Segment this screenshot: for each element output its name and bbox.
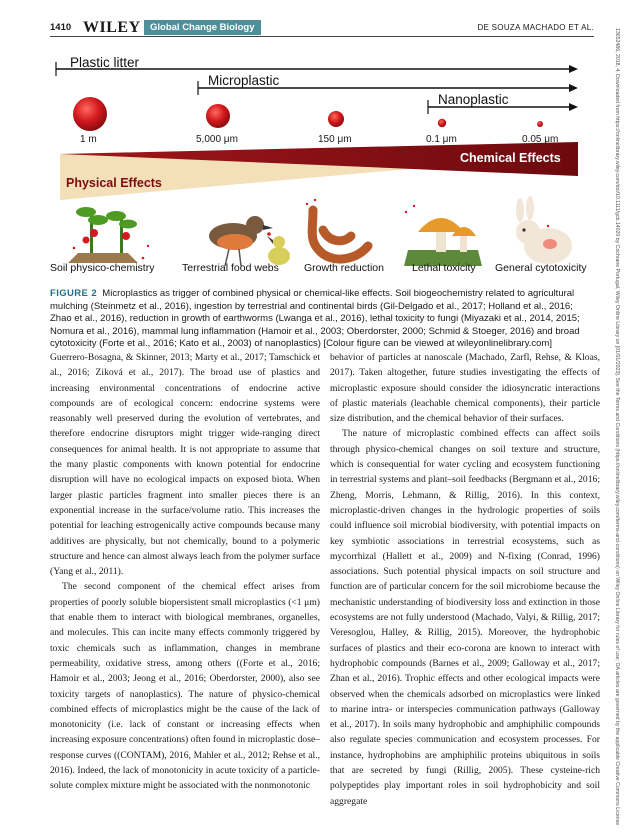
page-number: 1410: [50, 22, 72, 33]
figure-graphic: [48, 50, 596, 280]
body-column-right: [330, 350, 600, 809]
body-column-left: [50, 350, 320, 794]
label-chemical-effects: Chemical Effects: [460, 151, 561, 165]
earthworm-icon: [306, 199, 368, 259]
category-cytotoxicity: General cytotoxicity: [495, 262, 587, 274]
paragraph: Guerrero-Bosagna, & Skinner, 2013; Marty et al., 2017; Tamschick et al., 2016; Ziková et al., 2017). The broad use of plastics and increasing environmental concentrations of endocrine active compounds are of ecological concern: endocrine systems were reasonably well preserved during the evolution of vertebrates, and therefore endocrine disruptors might trigger wide-ranging direct consequences for animal health. It is not appropriate to assume that the many plastic components with known potential for endocrine disruption will have no ecological impacts on exposed biota. When larger plastic particles fragment into smaller pieces there is an exponential increase in the surface/volume ratio. This increases the potential for leaching estrogenically active compounds because many additives are physically, but not chemically, bound to a polymeric structure and hence can almost always leach from the polymer surface (Yang et al., 2011).: [50, 352, 320, 578]
label-nanoplastic: Nanoplastic: [438, 92, 509, 107]
caption-label: FIGURE 2: [50, 288, 98, 299]
size-label-0-1um: 0.1 μm: [426, 134, 457, 145]
fungi-icon: [404, 205, 482, 266]
size-label-150um: 150 μm: [318, 134, 352, 145]
paragraph: behavior of particles at nanoscale (Machado, Zarfl, Rehse, & Kloas, 2017). Taken altogether, future studies investigating the effects of microplastic exposure should consider the idiosyncratic interactions of plastic materials (leachable chemical components), their particle size distribution, and the chemical behavior of their surfaces.: [330, 352, 600, 425]
size-label-1m: 1 m: [80, 134, 97, 145]
particle-0-1um: [438, 119, 446, 127]
rabbit-icon: [516, 196, 572, 264]
label-microplastic: Microplastic: [208, 73, 280, 88]
particle-150um: [328, 111, 344, 127]
particle-1m: [73, 97, 107, 131]
header-rule: [50, 36, 594, 37]
particle-0-05um: [537, 121, 543, 127]
figure-2: [48, 50, 596, 280]
plant-icon: [68, 207, 149, 263]
caption-text: Microplastics as trigger of combined physical or chemical-like effects. Soil biogeochemistry related to agricultural mulching (Steinmetz et al., 2016), ingestion by terrestrial and continental birds (Gil-Delgado et al., 2017; Holland et al., 2016; Zhao et al., 2016), reduction in growth of earthworms (Lwanga et al., 2016), lethal toxicity to fungi (Miyazaki et al., 2014, 2015; Nomura et al., 2016), mammal lung inflammation (Hamoir et al., 2003; Oberdorster, 2000; Schmid & Stoeger, 2016) and broad cytotoxicity (Forte et al., 2016; Kato et al., 2003) of nanoplastics) [Colour figure can be viewed at wileyonlinelibrary.com]: [50, 288, 580, 350]
category-soil: Soil physico-chemistry: [50, 262, 155, 274]
category-food-webs: Terrestrial food webs: [182, 262, 279, 274]
particle-5000um: [206, 104, 230, 128]
figure-caption: [50, 288, 594, 351]
running-authors: DE SOUZA MACHADO ET AL.: [477, 23, 594, 32]
journal-badge: Global Change Biology: [144, 20, 261, 35]
category-lethal: Lethal toxicity: [412, 262, 476, 274]
size-label-0-05um: 0.05 μm: [522, 134, 559, 145]
publisher-logo: WILEY: [83, 19, 141, 36]
category-growth: Growth reduction: [304, 262, 384, 274]
download-notice: 13652486, 2018, 4, Downloaded from https://onlinelibrary.wiley.com/doi/10.1111/gcb.14020 by Cochrane Portugal, Wiley Online Library on [01/01/2023]. See the Terms and Conditions (https://onlinelibrary.wiley.com/terms-and-conditions) on Wiley Online Library for rules of use; OA articles are governed by the applicable Creative Commons License: [614, 28, 620, 826]
size-label-5000um: 5,000 μm: [196, 134, 238, 145]
label-plastic-litter: Plastic litter: [70, 55, 140, 70]
label-physical-effects: Physical Effects: [66, 176, 162, 190]
paragraph: The second component of the chemical effect arises from properties of poorly soluble biopersistent small microplastics (<1 μm) that enable them to interact with biological membranes, organelles, and molecules. This can incite many effects commonly triggered by toxic chemicals such as inflammation, changes in membrane permeability, oxidative stress, among others ((Forte et al., 2016; Hamoir et al., 2003; Jeong et al., 2016; Oberdorster, 2000), also see toxicity targets of nanoplastics). The nature of physico-chemical combined effects of microplastics might be the cause of the lack of monotonicity (i.e. lack of constant or increasing effects when increasing exposure concentrations) often found in microplastic dose–response curves ((CONTAM), 2016, Mahler et al., 2012; Rehse et al., 2016). Indeed, the lack of monotonicity in acute toxicity of a particle-solute complex mixture might be associated with the nonmonotonic: [50, 581, 320, 792]
bird-icon: [209, 216, 290, 266]
paragraph: The nature of microplastic combined effects can affect soils through physico-chemical changes on soil texture and structure, which is consequential for water cycling and ecosystem functioning in terrestrial systems and plant–soil feedbacks (Bergmann et al., 2016; Zheng, Morris, Lehmann, & Rillig, 2016). In this context, microplastic-driven changes in the hydrologic properties of soils could influence soil microbial biodiversity, with potential impacts on key symbiotic associations in terrestrial ecosystems, such as mycorrhizal (Hallett et al., 2009) and N-fixing (Conrad, 1996) associations. Such potential physical impacts on soil structure and function are of particular concern for the soil microbiome because the mechanistic understanding of biodiversity loss and extinction in those ecosystems are not fully understood (Machado, Valyi, & Rillig, 2017; Veresoglou, Halley, & Rillig, 2015). Moreover, the hydrophobic surfaces of plastics and their eco-corona are known to interact with hydrophobic compounds (Barnes et al., 2009; Galloway et al., 2017; Zhan et al., 2016). Trophic effects and other ecological impacts were observed when the chemicals adsorbed on microplastics were linked to marine intra- or interspecies communication pathways (Galloway et al., 2017). In soils many hydrophobic and amphiphilic compounds also regulate species communication and ecosystem processes. For instance, hydrophobins are amphiphilic proteins ubiquitous in soils that are secreted by fungi (Rillig, 2005). These cysteine-rich polypeptides play important roles in soil hydrophobicity and soil aggregate: [330, 428, 600, 807]
